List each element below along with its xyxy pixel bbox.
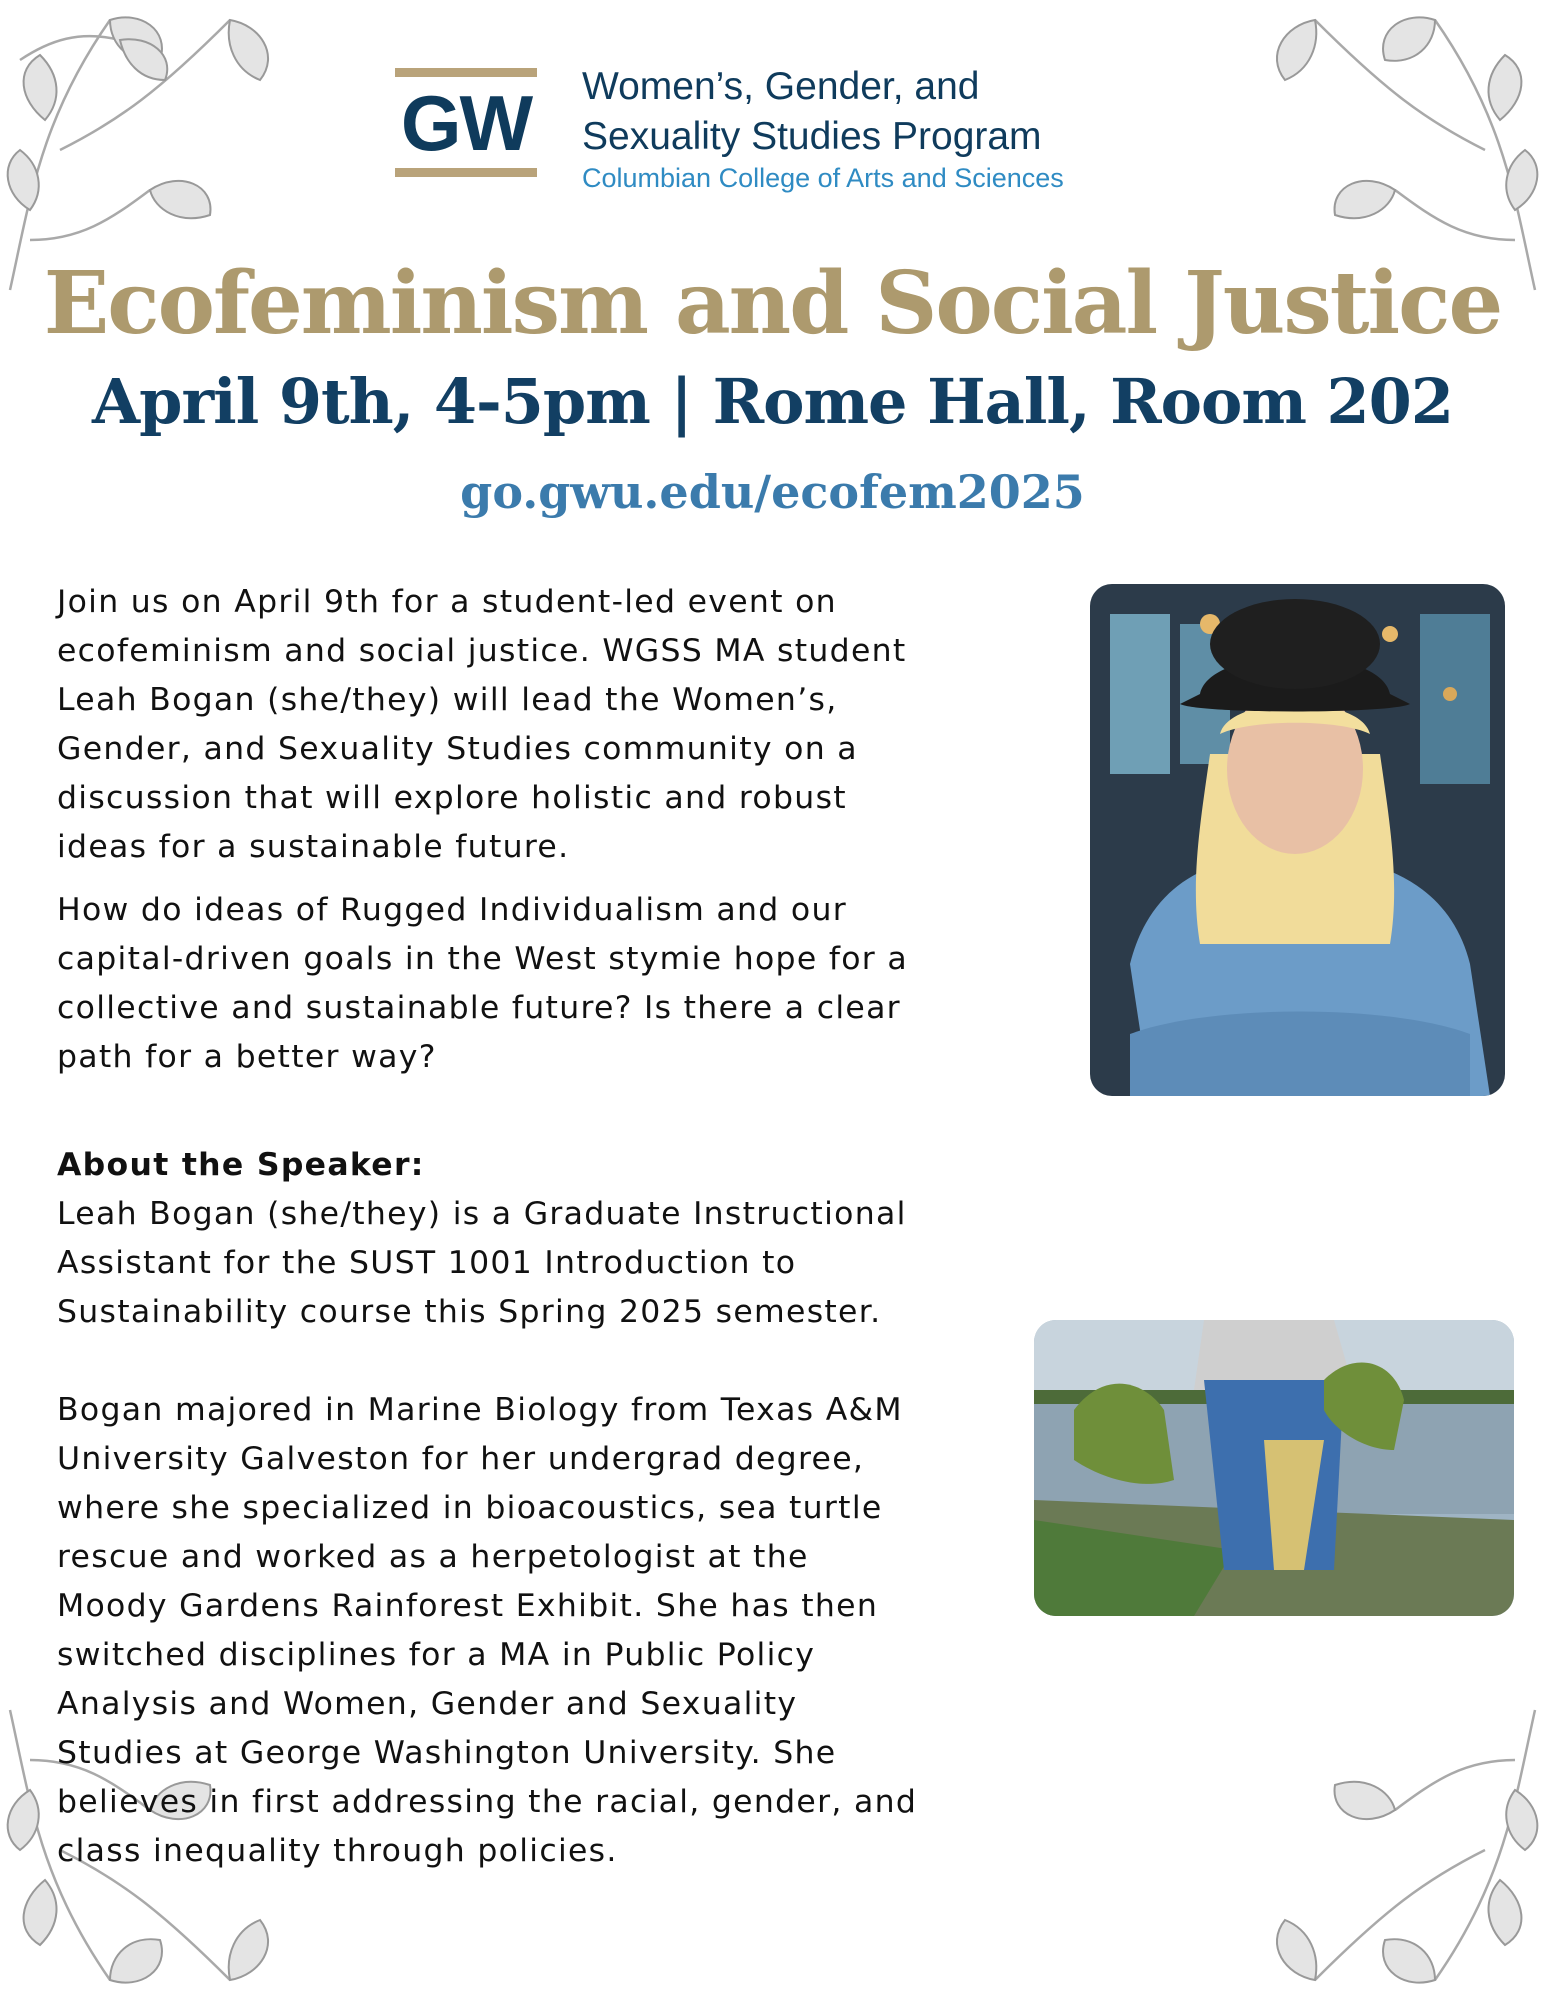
- question-line: path for a better way?: [57, 1039, 437, 1075]
- program-logo: [395, 62, 1155, 192]
- bio-line: Leah Bogan (she/they) is a Graduate Instructional: [57, 1196, 907, 1232]
- intro-line: Gender, and Sexuality Studies community on a: [57, 731, 858, 767]
- question-line: capital-driven goals in the West stymie hope for a: [57, 941, 908, 977]
- corner-foliage-bottom-right: [1245, 1700, 1545, 2000]
- gw-logo-mark: [395, 68, 537, 178]
- bio-line: Sustainability course this Spring 2025 semester.: [57, 1294, 882, 1330]
- college-name: Columbian College of Arts and Sciences: [582, 163, 1064, 193]
- bio-line: Analysis and Women, Gender and Sexuality: [57, 1686, 798, 1722]
- intro-line: ecofeminism and social justice. WGSS MA student: [57, 633, 907, 669]
- program-name-line-2: Sexuality Studies Program: [582, 115, 1042, 158]
- event-date-location: April 9th, 4-5pm | Rome Hall, Room 202: [92, 365, 1453, 438]
- intro-paragraph: [57, 578, 1047, 872]
- logo-text: [582, 62, 1064, 194]
- question-line: collective and sustainable future? Is there a clear: [57, 990, 901, 1026]
- bio-line: switched disciplines for a MA in Public Policy: [57, 1637, 816, 1673]
- bio-line: Moody Gardens Rainforest Exhibit. She has then: [57, 1588, 879, 1624]
- intro-line: Leah Bogan (she/they) will lead the Women’s,: [57, 682, 838, 718]
- intro-line: ideas for a sustainable future.: [57, 829, 570, 865]
- bio-line: Studies at George Washington University. She: [57, 1735, 837, 1771]
- event-url-link[interactable]: go.gwu.edu/ecofem2025: [460, 465, 1085, 519]
- speaker-bio-paragraph-2: [57, 1386, 1047, 1876]
- event-title: Ecofeminism and Social Justice: [43, 253, 1502, 354]
- logo-bar-bottom: [395, 168, 537, 177]
- intro-line: discussion that will explore holistic and robust: [57, 780, 847, 816]
- intro-line: Join us on April 9th for a student-led event on: [57, 584, 837, 620]
- bio-line: class inequality through policies.: [57, 1833, 618, 1869]
- rice-field-photo: [1034, 1320, 1514, 1616]
- speaker-bio-paragraph-1: [57, 1190, 1047, 1337]
- bio-line: rescue and worked as a herpetologist at the: [57, 1539, 809, 1575]
- gw-letters: GW: [400, 79, 532, 167]
- question-paragraph: [57, 886, 1047, 1082]
- bio-line: Assistant for the SUST 1001 Introduction to: [57, 1245, 797, 1281]
- about-speaker-heading: About the Speaker:: [57, 1147, 425, 1183]
- bio-line: University Galveston for her undergrad degree,: [57, 1441, 865, 1477]
- speaker-portrait-photo: [1090, 584, 1505, 1096]
- question-line: How do ideas of Rugged Individualism and our: [57, 892, 847, 928]
- bio-line: Bogan majored in Marine Biology from Texas A&M: [57, 1392, 903, 1428]
- bio-line: where she specialized in bioacoustics, sea turtle: [57, 1490, 883, 1526]
- logo-bar-top: [395, 68, 537, 77]
- bio-line: believes in first addressing the racial, gender, and: [57, 1784, 918, 1820]
- program-name-line-1: Women’s, Gender, and: [582, 65, 980, 108]
